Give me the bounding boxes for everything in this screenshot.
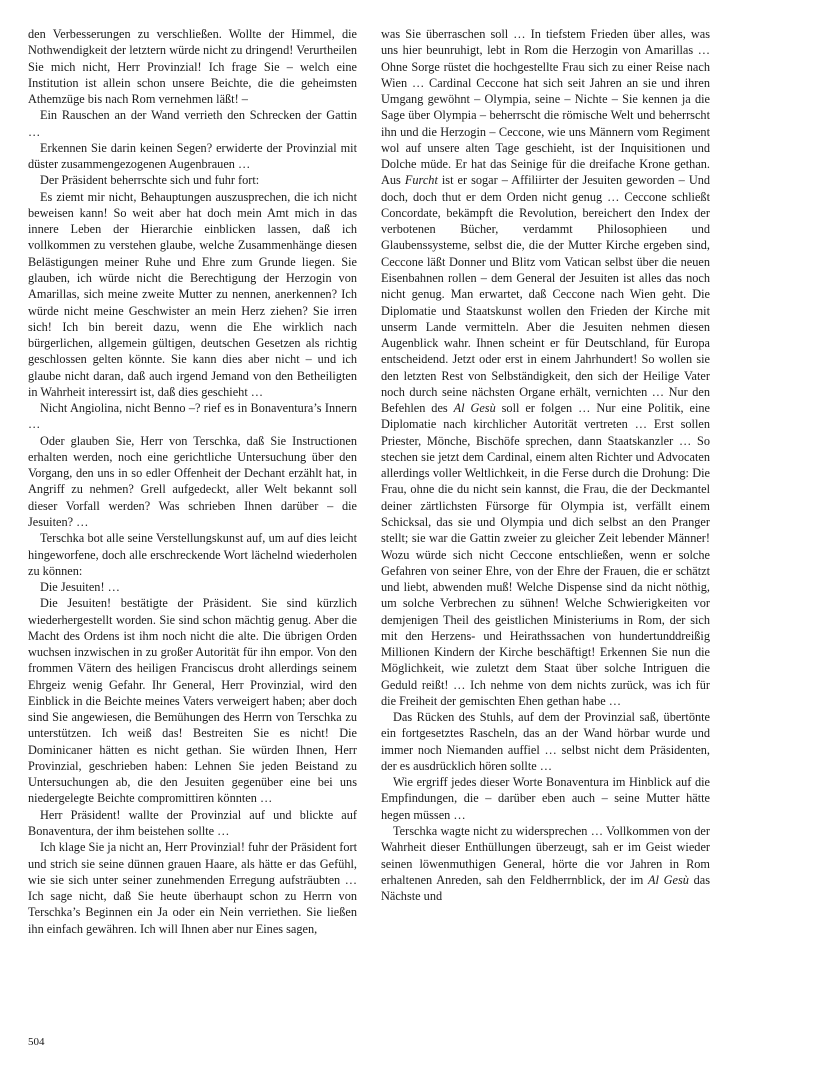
paragraph: Oder glauben Sie, Herr von Terschka, daß Sie Instructionen erhalten werden, noch eine gerichtliche Untersuchung über den Vorgang, den uns in so edler Offenheit der Dechant erzählt hat, in Angriff zu nehmen? Grell aufgedeckt, aller Welt bekannt soll dieser Vorfall werden? Was schrieben Ihnen darüber – die Jesuiten? … <box>28 433 357 529</box>
paragraph: Terschka wagte nicht zu widersprechen … Vollkommen von der Wahrheit dieser Enthüllungen überzeugt, sah er im Geist wieder seinen löwenmuthigen General, hörte die vor Jahren in Rom erhaltenen Anreden, sah den Feldherrnblick, der im Al Gesù das Nächste und <box>381 824 710 904</box>
paragraph: den Verbesserungen zu verschließen. Wollte der Himmel, die Nothwendigkeit der letztern würde nicht zu dringend! Verurtheilen Sie mich nicht, Herr Provinzial! Ich frage Sie – welch eine Institution ist allein schon unsere Beichte, die die geheimsten Athemzüge bis nach Rom vernehmen läßt! – <box>28 27 357 107</box>
paragraph: Die Jesuiten! … <box>40 580 120 595</box>
paragraph: Nicht Angiolina, nicht Benno –? rief es in Bonaventura’s Innern … <box>28 401 357 432</box>
paragraph: Es ziemt mir nicht, Behauptungen auszusprechen, die ich nicht beweisen kann! So weit aber hat doch mein Amt mich in das innere Leben der Hierarchie einblicken lassen, daß ich vollkommen zu verstehen glaube, welche Zusammenhänge diesen Belästigungen meiner Ruhe und Ehre zum Grunde liegen. Sie glauben, ich würde nicht die Berechtigung der Herzogin von Amarillas, sich meine zweite Mutter zu nennen, anerkennen? Ich würde nicht meine Geschwister an mein Herz ziehen? Sie irren sich! Ich bin bereit dazu, wenn die Ehe wirklich nach bürgerlichen, allgemein gültigen, deutschen Gesetzen als richtig geschlossen gelten könnte. Sie kann dies aber nicht – und ich glaube nicht daran, daß auch irgend Jemand von den Betheiligten in Wahrheit interessirt ist, daß dies geschieht … <box>28 189 357 399</box>
paragraph: was Sie überraschen soll … In tiefstem Frieden über alles, was uns hier beunruhigt, lebt in Rom die Herzogin von Amarillas … Ohne Sorge rüstet die hochgestellte Frau sich zu einer Reise nach Wien … Cardinal Ceccone hat sich seit Jahren an sie und ihren Umgang gewöhnt – Olympia, seine – Nichte – Sie kennen ja die Sage über Olympia – beherrscht die römische Welt und beherrscht ihn und die Herzogin – Ceccone, wie uns Männern vom Regiment wol auf unsere alten Tage geschieht, ist der Inquisitionen und Dolche müde. Er hat das Seinige für die dreifache Krone gethan. Aus Furcht ist er sogar – Affiliirter der Jesuiten geworden – Und doch, doch thut er dem Orden nicht genug … Ceccone schließt Concordate, bekämpft die Revolution, bereichert den Index der verbotenen Bücher, verdammt Philosophieen und Glaubenssysteme, selbst die, die der Mutter Kirche ergeben sind, Ceccone läßt Donner und Blitz vom Vatican selbst über die neuen Eisenbahnen rollen – dem General der Jesuiten ist alles das noch nicht genug. Man erwartet, daß Ceccone nach Wien geht. Die Diplomatie und Staatskunst wollen den Frieden der Kirche mit unserm Lande vermitteln. Aber die Jesuiten nehmen diesen Augenblick wahr. Ihnen scheint er für Deutschland, für Europa entscheidend. Jetzt oder erst in einem Jahrhundert! So wollen sie den letzten Rest von Selbständigkeit, den sich der Heilige Vater noch durch seine nächsten Organe erhält, vernichten … Nur den Befehlen des Al Gesù soll er folgen … Nur eine Politik, eine Diplomatie nach kirchlicher Autorität vertreten … Erst sollen Priester, Mönche, Bischöfe sprechen, dann Staatskanzler … So stechen sie jetzt dem Cardinal, einem alten Richter und Advocaten allerdings voller Weltlichkeit, in die Ferse durch die Drohung: Die Frau, ohne die du nicht sein kannst, die Frau, die der Deckmantel deiner zärtlichsten Fürsorge für Olympia ist, verfällt einem Schicksal, das sie und Olympia und dich selbst an den Pranger stellt; sie war die Gattin zweier zu gleicher Zeit lebender Männer! Wozu würde sich nicht Ceccone entschließen, wenn er solche Gefahren von seiner Ehre, von der Ehre der Frauen, die er schätzt und liebt, abwenden muß! Welche Dispense sind da nicht nöthig, um solche Verbrechen zu sühnen! Welche Schwierigkeiten vor demjenigen Theil des geistlichen Ministeriums in Rom, der sich mit den Herzens- und Heirathssachen von hundertunddreißig Millionen Kindern der Kirche beschäftigt! Erkennen Sie nun die Möglichkeit, wie zuletzt dem Staat über solche Intriguen die Geduld reißt! … Ich nehme von dem nichts zurück, was ich für die Freiheit der gemischten Ehen gethan habe … <box>381 27 711 708</box>
paragraph: Ein Rauschen an der Wand verrieth den Schrecken der Gattin … <box>28 108 357 139</box>
page-number: 504 <box>28 1036 45 1048</box>
text-column-right <box>381 26 710 904</box>
paragraph: Wie ergriff jedes dieser Worte Bonaventura im Hinblick auf die Empfindungen, die – darüber eben auch – seine Mutter hätte hegen müssen … <box>381 775 710 822</box>
paragraph: Die Jesuiten! bestätigte der Präsident. Sie sind kürzlich wiederhergestellt worden. Sie sind schon mächtig genug. Aber die Macht des Ordens ist ihm noch nicht die alte. Die übrigen Orden wuchsen inzwischen in zu großer Autorität für ihn empor. Von den frommen Vätern des heiligen Franciscus droht allerdings seinem Ehrgeiz wenig Gefahr. Ihr General, Herr Provinzial, wird den Einblick in die Beichte meines Vaters verweigert haben; aber doch sind Sie angewiesen, die Bemühungen des Herrn von Terschka zu unterstützen. Ich weiß das! Bestreiten Sie es nicht! Die Dominicaner hätten es nicht gethan. Sie würden Ihnen, Herr Provinzial, geschrieben haben: Lehnen Sie jeden Beistand zu Untersuchungen ab, die den Jesuiten gegenüber eine bei uns niedergelegte Beichte compromittiren könnten … <box>28 596 357 806</box>
paragraph: Erkennen Sie darin keinen Segen? erwiderte der Provinzial mit düster zusammengezogenen Augenbrauen … <box>28 140 357 172</box>
paragraph: Der Präsident beherrschte sich und fuhr fort: <box>40 173 260 188</box>
paragraph: Terschka bot alle seine Verstellungskunst auf, um auf dies leicht hingeworfene, doch alle erschreckende Wort lächelnd wiederholen zu können: <box>28 531 357 578</box>
paragraph: Ich klage Sie ja nicht an, Herr Provinzial! fuhr der Präsident fort und strich sie seine dünnen grauen Haare, als hätte er das Gefühl, wie sie sich unter seiner zunehmenden Erregung aufsträubten … Ich sage nicht, daß Sie heute überhaupt schon zu Herrn von Terschka’s Beginnen ein Ja oder ein Nein verriethen. Sie ließen ihn einfach gewähren. Ich will Ihnen aber nur Eines sagen, <box>28 840 357 936</box>
paragraph: Herr Präsident! wallte der Provinzial auf und blickte auf Bonaventura, der ihm beistehen sollte … <box>28 807 357 839</box>
paragraph: Das Rücken des Stuhls, auf dem der Provinzial saß, übertönte ein fortgesetztes Rascheln, das an der Wand hörbar wurde und immer noch Niemanden auffiel … selbst nicht dem Präsidenten, der es ausdrücklich hören sollte … <box>381 710 710 773</box>
text-column-left <box>28 26 357 937</box>
